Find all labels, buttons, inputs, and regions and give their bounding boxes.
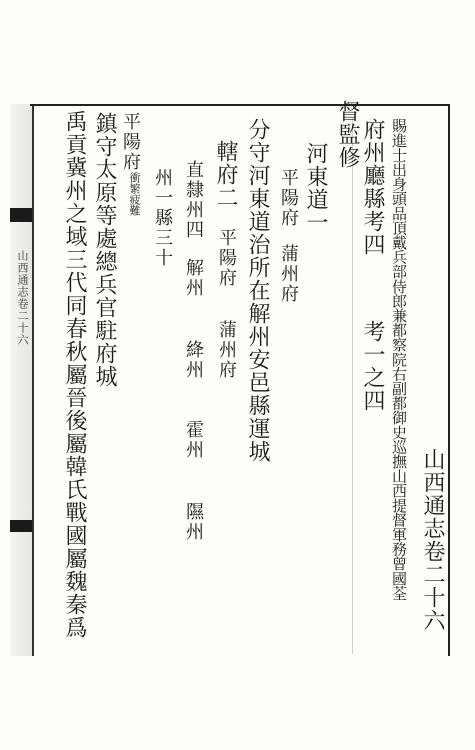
supervisor-line: 督監修: [335, 100, 360, 169]
garrison-line: 鎮守太原等處總兵官駐府城: [92, 112, 117, 388]
circuit-heading: 河東道一: [303, 142, 328, 234]
pingyang-rank-note: 衝繁疲難: [128, 172, 141, 216]
subprefecture-huo: 霍州: [183, 420, 204, 460]
subprefecture-jiang: 絳州: [183, 340, 204, 380]
jurisdiction-puzhou: 蒲州府: [216, 320, 237, 380]
fold-strip: [10, 104, 32, 656]
jurisdiction-pingyang: 平陽府: [216, 228, 237, 288]
subprefecture-xi: 隰州: [183, 502, 204, 542]
section-subtitle: 考一之四: [360, 320, 385, 412]
prefecture-pingyang: 平陽府: [278, 168, 299, 228]
frame-right: [448, 104, 450, 656]
jurisdiction-label: 轄府二: [213, 140, 238, 209]
fish-tail-mark-bottom: [10, 520, 32, 532]
prefecture-puzhou: 蒲州府: [278, 244, 299, 304]
pingyang-heading: 平陽府: [120, 112, 141, 172]
volume-title: 山西通志卷二十六: [420, 448, 445, 632]
fold-title: 山西通志卷二十六: [16, 250, 29, 346]
direct-subprefectures: 直隸州四: [183, 160, 204, 240]
circuit-seat: 分守河東道治所在解州安邑縣運城: [245, 118, 270, 463]
column-rule: [352, 118, 353, 654]
subprefecture-xie: 解州: [183, 258, 204, 298]
county-count: 州一縣三十: [152, 168, 173, 268]
fish-tail-mark-top: [10, 208, 32, 222]
frame-top: [30, 104, 450, 106]
compiler-credit: 賜進士出身頭品頂戴兵部侍郎兼都察院右副都御史巡撫山西提督軍務曾國荃: [390, 118, 408, 600]
section-title: 府州廳縣考四: [360, 118, 385, 256]
history-line: 禹貢冀州之域三代同春秋屬晉後屬韓氏戰國屬魏秦爲: [62, 110, 87, 639]
fold-line: [32, 104, 34, 656]
